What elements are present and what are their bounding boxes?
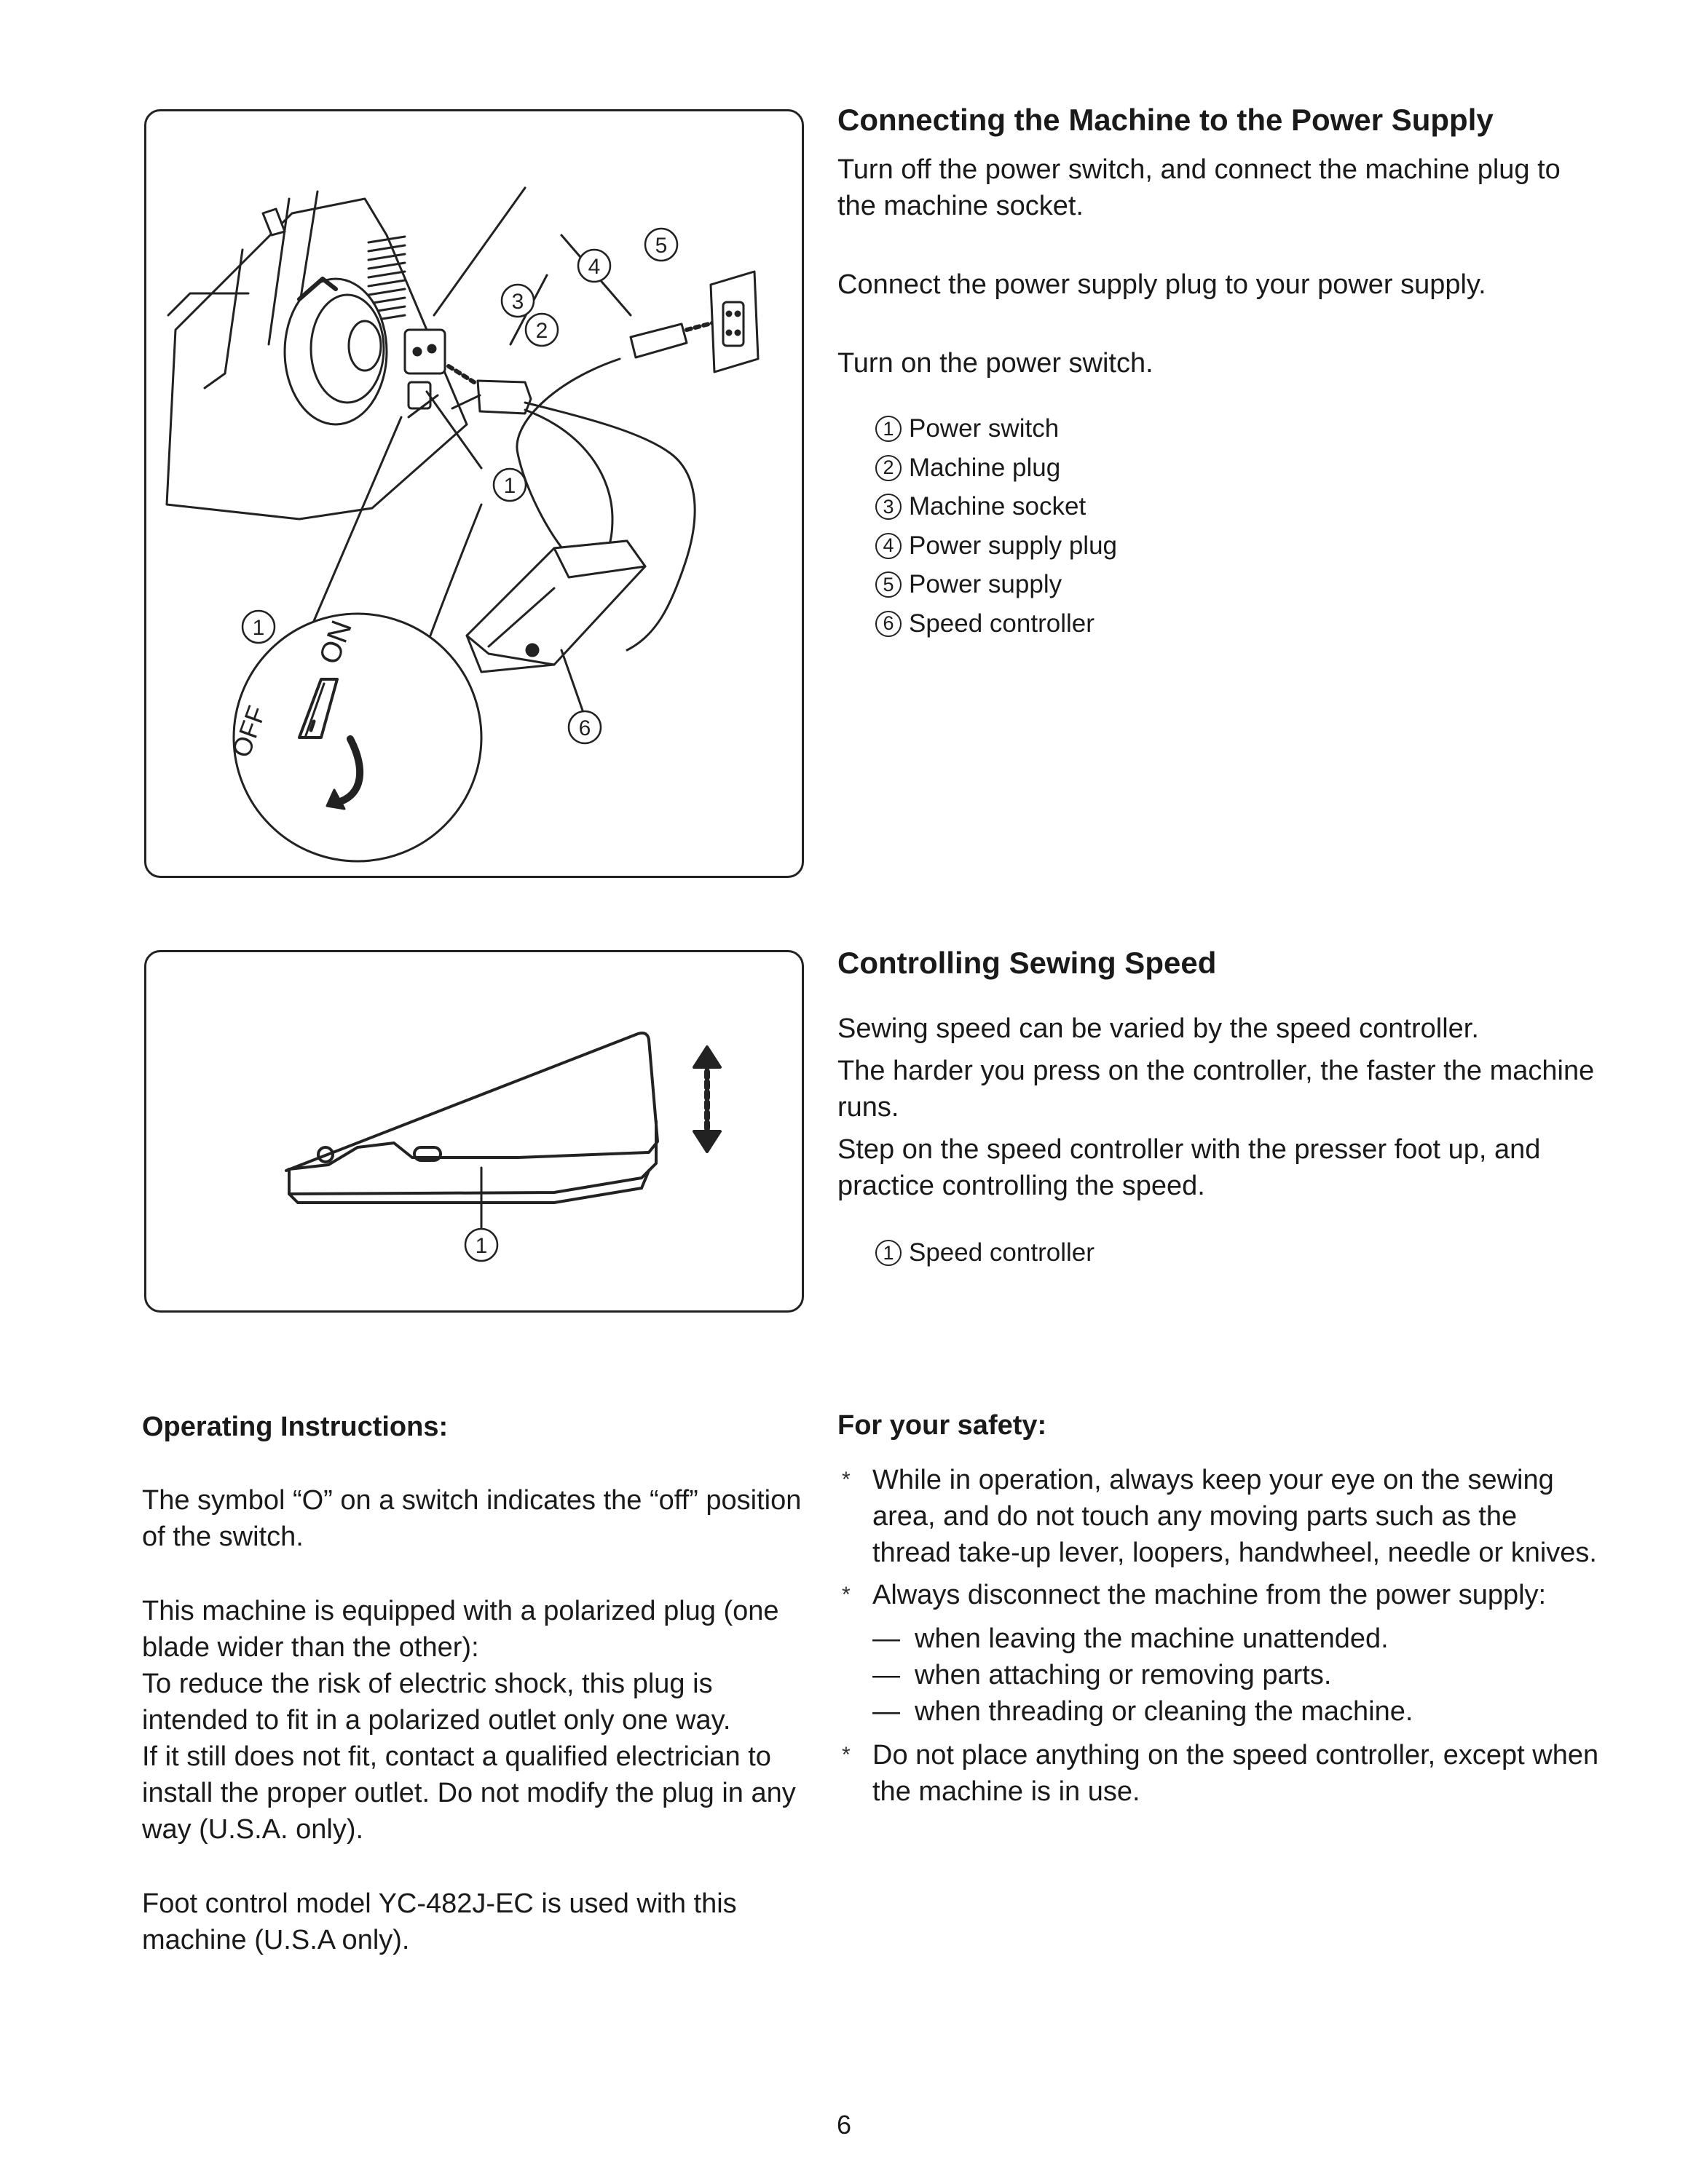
safety-dash-text: when threading or cleaning the machine. xyxy=(915,1696,1413,1727)
foot-pedal-side-icon xyxy=(286,1033,660,1227)
speed-legend xyxy=(837,1233,1602,1273)
legend-label: Speed controller xyxy=(909,1238,1095,1267)
safety-dash-text: when leaving the machine unattended. xyxy=(915,1623,1389,1654)
bullet-mark: * xyxy=(842,1742,851,1767)
safety-section xyxy=(837,1409,1602,1810)
callout-3: 3 xyxy=(511,290,524,314)
bullet-mark: * xyxy=(842,1582,851,1607)
switch-inset xyxy=(234,614,481,861)
legend-num: 3 xyxy=(875,494,902,520)
machine-plug xyxy=(478,381,531,414)
switch-on-label: ON xyxy=(313,616,358,669)
callout-1: 1 xyxy=(503,474,516,498)
safety-heading: For your safety: xyxy=(837,1410,1047,1441)
sewing-speed-heading: Controlling Sewing Speed xyxy=(837,946,1217,980)
power-supply-heading: Connecting the Machine to the Power Supply xyxy=(837,103,1494,137)
legend-item xyxy=(875,604,1602,644)
operating-para-4: If it still does not fit, contact a qualified electrician to install the proper outlet. Do not modify the plug in any way (U.S.A. only). xyxy=(142,1741,796,1845)
safety-bullet-text: Do not place anything on the speed controller, except when the machine is in use. xyxy=(872,1739,1599,1807)
legend-item xyxy=(875,487,1602,526)
safety-dash-item xyxy=(837,1693,1602,1730)
power-supply-illustration xyxy=(144,109,804,878)
switch-off-label: OFF xyxy=(225,702,272,761)
sewing-speed-section xyxy=(837,945,1602,1273)
legend-item xyxy=(875,409,1602,448)
inset-callout-1: 1 xyxy=(252,616,265,640)
handwheel-icon xyxy=(285,279,387,424)
legend-item xyxy=(875,448,1602,488)
legend-label: Machine plug xyxy=(909,453,1061,482)
legend-num: 1 xyxy=(875,416,902,442)
legend-item xyxy=(875,1233,1602,1273)
operating-para-1: The symbol “O” on a switch indicates the “off” position of the switch. xyxy=(142,1484,802,1552)
power-legend xyxy=(837,409,1602,643)
power-supply-section xyxy=(837,102,1602,643)
legend-item xyxy=(875,565,1602,604)
operating-para-3: To reduce the risk of electric shock, this plug is intended to fit in a polarized outlet only one way. xyxy=(142,1668,731,1736)
dash-mark: — xyxy=(872,1696,900,1727)
machine-socket xyxy=(405,330,445,373)
safety-bullet-text: Always disconnect the machine from the power supply: xyxy=(872,1579,1547,1610)
safety-dash-text: when attaching or removing parts. xyxy=(915,1659,1332,1690)
speed-controller-illustration xyxy=(144,950,804,1313)
power-step-2: Connect the power supply plug to your power supply. xyxy=(837,269,1486,301)
callout-5: 5 xyxy=(655,234,668,258)
dash-mark: — xyxy=(872,1623,900,1654)
legend-num: 6 xyxy=(875,611,902,637)
legend-label: Power supply xyxy=(909,570,1062,599)
callout-4: 4 xyxy=(588,255,601,279)
legend-num: 5 xyxy=(875,571,902,598)
legend-num: 2 xyxy=(875,455,902,481)
legend-label: Speed controller xyxy=(909,609,1095,638)
foot-pedal-icon xyxy=(467,541,645,672)
power-step-1: Turn off the power switch, and connect the machine plug to the machine socket. xyxy=(837,154,1561,222)
power-supply-plug xyxy=(631,324,687,357)
press-arrow-icon xyxy=(694,1047,720,1152)
safety-bullet xyxy=(837,1462,1602,1571)
safety-dash-item xyxy=(837,1657,1602,1693)
legend-num: 4 xyxy=(875,533,902,559)
page-number: 6 xyxy=(836,2110,852,2140)
dash-mark: — xyxy=(872,1659,900,1690)
callout-6: 6 xyxy=(578,716,591,740)
legend-label: Machine socket xyxy=(909,492,1086,521)
safety-dash-item xyxy=(837,1621,1602,1657)
safety-bullet-text: While in operation, always keep your eye on the sewing area, and do not touch any moving parts such as the thread take-up lever, loopers, handwheel, needle or knives. xyxy=(872,1464,1597,1568)
operating-instructions xyxy=(142,1411,812,1958)
callout-1: 1 xyxy=(475,1234,488,1258)
legend-item xyxy=(875,526,1602,566)
safety-bullet xyxy=(837,1577,1602,1613)
operating-para-2: This machine is equipped with a polarized plug (one blade wider than the other): xyxy=(142,1595,779,1663)
legend-label: Power supply plug xyxy=(909,531,1117,560)
safety-bullet xyxy=(837,1737,1602,1810)
speed-para-1: Sewing speed can be varied by the speed controller. xyxy=(837,1013,1479,1045)
legend-num: 1 xyxy=(875,1240,902,1266)
speed-para-2: The harder you press on the controller, the faster the machine runs. xyxy=(837,1056,1595,1123)
operating-para-5: Foot control model YC-482J-EC is used with this machine (U.S.A only). xyxy=(142,1888,737,1955)
operating-heading: Operating Instructions: xyxy=(142,1412,449,1442)
power-step-3: Turn on the power switch. xyxy=(837,348,1153,379)
callout-2: 2 xyxy=(535,319,548,343)
bullet-mark: * xyxy=(842,1467,851,1492)
legend-label: Power switch xyxy=(909,414,1060,443)
speed-para-3: Step on the speed controller with the presser foot up, and practice controlling the speed. xyxy=(837,1134,1541,1202)
